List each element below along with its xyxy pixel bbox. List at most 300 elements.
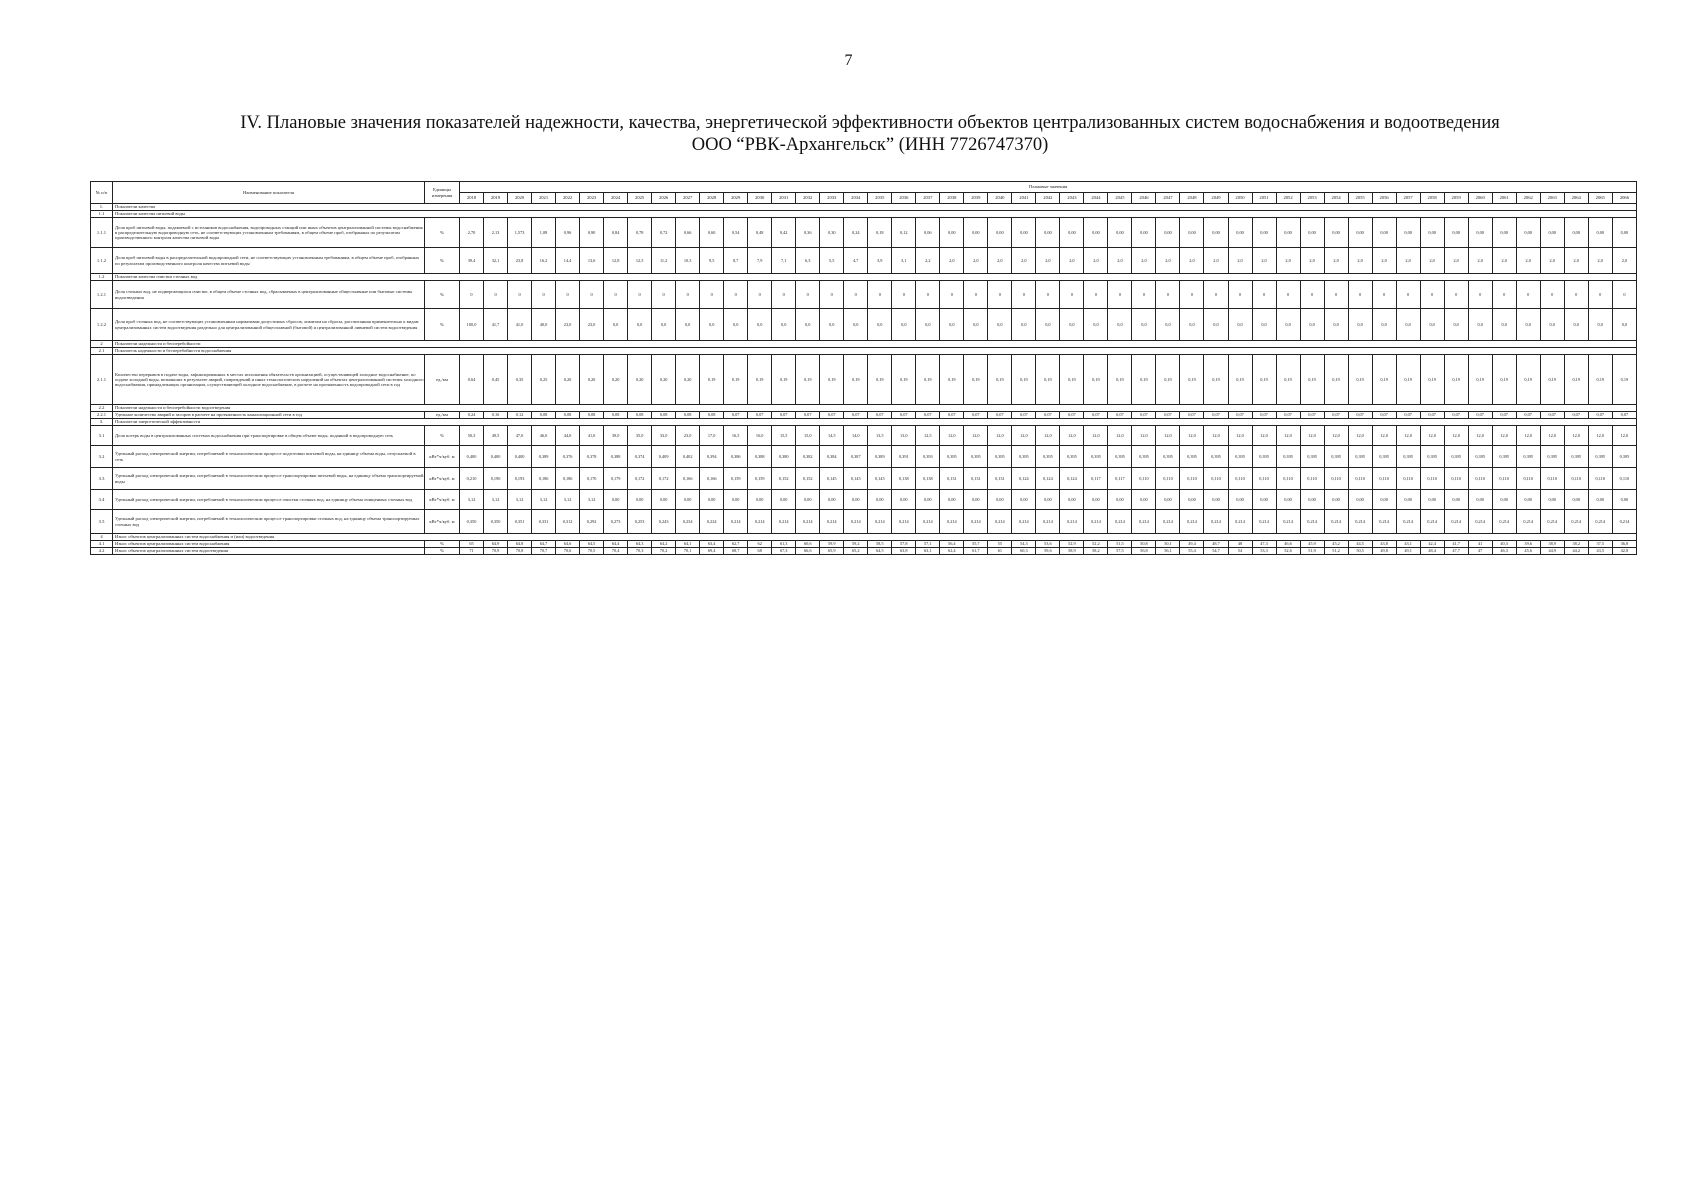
planned-value: 0,00 xyxy=(1036,218,1060,248)
planned-value: 0,193 xyxy=(508,468,532,490)
planned-value: 0,395 xyxy=(1540,446,1564,468)
planned-value: 0,19 xyxy=(748,355,772,405)
planned-value: 58,2 xyxy=(1084,548,1108,555)
planned-value: 64,8 xyxy=(508,541,532,548)
planned-value: 0,00 xyxy=(1012,490,1036,510)
title-line-2: ООО “РВК-Архангельск” (ИНН 7726747370) xyxy=(691,135,1049,155)
planned-value: 54,7 xyxy=(1204,548,1228,555)
planned-value: 0 xyxy=(484,281,508,309)
planned-value: 0,0 xyxy=(1612,309,1636,341)
planned-value: 0,07 xyxy=(1300,412,1324,419)
planned-value: 2,0 xyxy=(1204,248,1228,274)
row-number: 2 xyxy=(91,341,113,348)
planned-value: 0,214 xyxy=(748,510,772,534)
planned-value: 0,110 xyxy=(1468,468,1492,490)
planned-value: 0,395 xyxy=(940,446,964,468)
planned-value: 70,2 xyxy=(652,548,676,555)
planned-value: 3,12 xyxy=(460,490,484,510)
planned-value: 0,19 xyxy=(1564,355,1588,405)
planned-value: 0 xyxy=(1108,281,1132,309)
indicator-row xyxy=(91,218,1637,248)
planned-value: 0,00 xyxy=(1108,218,1132,248)
planned-value: 0,19 xyxy=(1612,355,1636,405)
indicator-unit: % xyxy=(425,541,460,548)
header-year: 2056 xyxy=(1372,193,1396,204)
planned-value: 0,110 xyxy=(1492,468,1516,490)
section-title: Показатель надежности и бесперебойности водоснабжения xyxy=(113,348,1637,355)
planned-value: 0,124 xyxy=(1012,468,1036,490)
planned-value: 57,1 xyxy=(916,541,940,548)
planned-value: 0,07 xyxy=(1252,412,1276,419)
planned-value: 0,19 xyxy=(1468,355,1492,405)
planned-value: 3,12 xyxy=(532,490,556,510)
planned-value: 0,07 xyxy=(820,412,844,419)
planned-value: 64,5 xyxy=(868,548,892,555)
planned-value: 0,19 xyxy=(796,355,820,405)
planned-value: 0 xyxy=(1372,281,1396,309)
planned-value: 0,20 xyxy=(580,355,604,405)
planned-value: 0,00 xyxy=(940,218,964,248)
planned-value: 0 xyxy=(772,281,796,309)
indicator-row xyxy=(91,281,1637,309)
planned-value: 0,42 xyxy=(772,218,796,248)
planned-value: 0,19 xyxy=(700,355,724,405)
planned-value: 2,0 xyxy=(1588,248,1612,274)
header-num: № п/п xyxy=(91,182,113,204)
planned-value: 42,8 xyxy=(1612,548,1636,555)
indicator-unit: % xyxy=(425,248,460,274)
planned-value: 0,214 xyxy=(868,510,892,534)
planned-value: 0,110 xyxy=(1156,468,1180,490)
planned-value: 0,07 xyxy=(916,412,940,419)
planned-value: 0,07 xyxy=(1588,412,1612,419)
planned-value: 49,4 xyxy=(1180,541,1204,548)
planned-value: 0,166 xyxy=(700,468,724,490)
row-number: 3.1 xyxy=(91,426,113,446)
planned-value: 62 xyxy=(748,541,772,548)
planned-value: 0,380 xyxy=(772,446,796,468)
planned-value: 0,00 xyxy=(1132,490,1156,510)
planned-value: 0,110 xyxy=(1204,468,1228,490)
planned-value: 0,12 xyxy=(508,412,532,419)
planned-value: 0,20 xyxy=(676,355,700,405)
planned-value: 0,214 xyxy=(1564,510,1588,534)
planned-value: 43,1 xyxy=(1396,541,1420,548)
section-row xyxy=(91,204,1637,211)
planned-value: 0 xyxy=(796,281,820,309)
planned-value: 0,19 xyxy=(1372,355,1396,405)
planned-value: 41,7 xyxy=(484,309,508,341)
planned-value: 0,0 xyxy=(652,309,676,341)
planned-value: 0,0 xyxy=(1276,309,1300,341)
planned-value: 2,0 xyxy=(1132,248,1156,274)
planned-value: 12,0 xyxy=(1012,426,1036,446)
planned-value: 0,19 xyxy=(1108,355,1132,405)
row-number: 3.2 xyxy=(91,446,113,468)
planned-value: 0,395 xyxy=(1444,446,1468,468)
header-year: 2057 xyxy=(1396,193,1420,204)
planned-value: 23,0 xyxy=(556,309,580,341)
planned-value: 0,19 xyxy=(868,355,892,405)
planned-value: 0,00 xyxy=(1516,218,1540,248)
planned-value: 0,110 xyxy=(1540,468,1564,490)
indicator-name: Доля проб питьевой воды в распределительной водопроводной сети, не соответствующих установленным требованиям, в общем объеме проб, отобранных по результатам производственного контроля качества питьевой воды xyxy=(113,248,425,274)
planned-value: 59,2 xyxy=(844,541,868,548)
planned-value: 50,5 xyxy=(1348,548,1372,555)
planned-value: 12,0 xyxy=(1036,426,1060,446)
header-year: 2025 xyxy=(628,193,652,204)
planned-value: 56,4 xyxy=(940,541,964,548)
planned-value: 0,00 xyxy=(1060,490,1084,510)
planned-value: 49,5 xyxy=(484,426,508,446)
planned-value: 0,210 xyxy=(460,468,484,490)
planned-value: 0,19 xyxy=(1324,355,1348,405)
indicator-unit: % xyxy=(425,426,460,446)
planned-value: 0,395 xyxy=(1588,446,1612,468)
indicator-name: Доля проб питьевой воды, подаваемой с источников водоснабжения, водопроводных станций или иных объектов централизованной системы водоснабжения в распределительную водопроводную сеть, не соответствующих установленным требованиям, в общем объеме проб, отобранных по результатам производственного контроля качества питьевой воды xyxy=(113,218,425,248)
indicator-unit: кВт*ч/куб. м xyxy=(425,510,460,534)
section-title: Показатели качества xyxy=(113,204,1637,211)
planned-value: 0,07 xyxy=(1036,412,1060,419)
planned-value: 12,5 xyxy=(628,248,652,274)
planned-value: 2,0 xyxy=(1444,248,1468,274)
planned-value: 0,0 xyxy=(1420,309,1444,341)
planned-value: 0,07 xyxy=(1516,412,1540,419)
planned-value: 16,5 xyxy=(724,426,748,446)
header-year: 2044 xyxy=(1084,193,1108,204)
planned-value: 0,110 xyxy=(1228,468,1252,490)
planned-value: 48,7 xyxy=(1204,541,1228,548)
planned-value: 0 xyxy=(460,281,484,309)
planned-value: 51,9 xyxy=(1300,548,1324,555)
header-year: 2062 xyxy=(1516,193,1540,204)
planned-value: 0,00 xyxy=(988,218,1012,248)
planned-value: 70,8 xyxy=(508,548,532,555)
planned-value: 0 xyxy=(988,281,1012,309)
planned-value: 0,19 xyxy=(1348,355,1372,405)
planned-value: 0,214 xyxy=(1084,510,1108,534)
planned-value: 0,388 xyxy=(604,446,628,468)
planned-value: 0,72 xyxy=(652,218,676,248)
planned-value: 48 xyxy=(1228,541,1252,548)
planned-value: 0,45 xyxy=(484,355,508,405)
planned-value: 0,152 xyxy=(796,468,820,490)
planned-value: 13,5 xyxy=(868,426,892,446)
planned-value: 0,402 xyxy=(676,446,700,468)
planned-value: 9,5 xyxy=(700,248,724,274)
planned-value: 0,00 xyxy=(964,490,988,510)
planned-value: 0,388 xyxy=(748,446,772,468)
planned-value: 0,0 xyxy=(772,309,796,341)
planned-value: 15,5 xyxy=(772,426,796,446)
planned-value: 0,117 xyxy=(1108,468,1132,490)
section-row xyxy=(91,274,1637,281)
planned-value: 0,214 xyxy=(1396,510,1420,534)
planned-value: 12,0 xyxy=(1300,426,1324,446)
planned-value: 70,7 xyxy=(532,548,556,555)
planned-value: 0,54 xyxy=(724,218,748,248)
planned-value: 41,7 xyxy=(1444,541,1468,548)
header-year: 2051 xyxy=(1252,193,1276,204)
planned-value: 70,5 xyxy=(580,548,604,555)
indicator-row xyxy=(91,355,1637,405)
section-row xyxy=(91,419,1637,426)
planned-value: 2,0 xyxy=(1396,248,1420,274)
planned-value: 68 xyxy=(748,548,772,555)
planned-value: 0,214 xyxy=(1132,510,1156,534)
planned-value: 0,00 xyxy=(1180,218,1204,248)
planned-value: 0,00 xyxy=(1324,490,1348,510)
planned-value: 0,08 xyxy=(556,412,580,419)
planned-value: 0,07 xyxy=(1372,412,1396,419)
planned-value: 0,395 xyxy=(988,446,1012,468)
planned-value: 57,8 xyxy=(892,541,916,548)
planned-value: 56,1 xyxy=(1156,548,1180,555)
header-year: 2036 xyxy=(892,193,916,204)
planned-value: 64,5 xyxy=(580,541,604,548)
indicator-unit: кВт*ч/куб. м xyxy=(425,468,460,490)
planned-value: 0,00 xyxy=(1084,218,1108,248)
planned-value: 0,07 xyxy=(796,412,820,419)
planned-value: 62,7 xyxy=(724,541,748,548)
header-year: 2038 xyxy=(940,193,964,204)
planned-value: 2,0 xyxy=(1348,248,1372,274)
header-year: 2024 xyxy=(604,193,628,204)
planned-value: 0,110 xyxy=(1348,468,1372,490)
planned-value: 12,0 xyxy=(1132,426,1156,446)
planned-value: 70,3 xyxy=(628,548,652,555)
header-year: 2039 xyxy=(964,193,988,204)
planned-value: 0 xyxy=(1396,281,1420,309)
planned-value: 0,214 xyxy=(772,510,796,534)
planned-value: 0,110 xyxy=(1324,468,1348,490)
planned-value: 64,1 xyxy=(676,541,700,548)
header-year: 2058 xyxy=(1420,193,1444,204)
row-number: 4 xyxy=(91,534,113,541)
header-name: Наименование показателя xyxy=(113,182,425,204)
planned-value: 0,117 xyxy=(1084,468,1108,490)
planned-value: 0,138 xyxy=(916,468,940,490)
section-row xyxy=(91,211,1637,218)
planned-value: 0,07 xyxy=(1396,412,1420,419)
planned-value: 0,214 xyxy=(1516,510,1540,534)
planned-value: 0 xyxy=(1588,281,1612,309)
header-year: 2018 xyxy=(460,193,484,204)
row-number: 2.2.1 xyxy=(91,412,113,419)
indicator-row xyxy=(91,412,1637,419)
planned-value: 0,214 xyxy=(1036,510,1060,534)
planned-value: 59,9 xyxy=(820,541,844,548)
planned-value: 3,12 xyxy=(484,490,508,510)
planned-value: 0 xyxy=(1516,281,1540,309)
planned-value: 0,00 xyxy=(1108,490,1132,510)
planned-value: 0 xyxy=(1012,281,1036,309)
planned-value: 0,0 xyxy=(820,309,844,341)
header-year: 2061 xyxy=(1492,193,1516,204)
indicator-name: Удельный расход электрической энергии, потребляемой в технологическом процессе транспортировки сточных вод, на единицу объема транспортируемых сточных вод xyxy=(113,510,425,534)
planned-value: 0,214 xyxy=(940,510,964,534)
planned-value: 12,0 xyxy=(1492,426,1516,446)
planned-value: 0,00 xyxy=(1348,218,1372,248)
planned-value: 2,0 xyxy=(1420,248,1444,274)
planned-value: 0,110 xyxy=(1372,468,1396,490)
planned-value: 3,9 xyxy=(868,248,892,274)
header-year: 2026 xyxy=(652,193,676,204)
planned-value: 0 xyxy=(1276,281,1300,309)
planned-value: 0,00 xyxy=(1468,218,1492,248)
planned-value: 0,00 xyxy=(892,490,916,510)
planned-value: 0,00 xyxy=(1012,218,1036,248)
planned-value: 0 xyxy=(1060,281,1084,309)
indicator-name: Доля потерь воды в централизованных системах водоснабжения при транспортировке в общем объеме воды, поданной в водопроводную сеть xyxy=(113,426,425,446)
row-number: 3.4 xyxy=(91,490,113,510)
planned-value: 0,07 xyxy=(1108,412,1132,419)
planned-value: 2,0 xyxy=(1060,248,1084,274)
planned-value: 0,19 xyxy=(1300,355,1324,405)
planned-value: 12,0 xyxy=(1156,426,1180,446)
planned-value: 39,4 xyxy=(460,248,484,274)
planned-value: 0,07 xyxy=(1612,412,1636,419)
planned-value: 2,0 xyxy=(940,248,964,274)
planned-value: 0 xyxy=(652,281,676,309)
planned-value: 0,0 xyxy=(724,309,748,341)
header-year: 2060 xyxy=(1468,193,1492,204)
planned-value: 0,00 xyxy=(1396,490,1420,510)
planned-value: 0,186 xyxy=(556,468,580,490)
planned-value: 0,400 xyxy=(508,446,532,468)
planned-value: 2,0 xyxy=(964,248,988,274)
planned-value: 0 xyxy=(1036,281,1060,309)
planned-value: 0,374 xyxy=(628,446,652,468)
planned-value: 50,1 xyxy=(1156,541,1180,548)
row-number: 2.1 xyxy=(91,348,113,355)
planned-value: 0 xyxy=(580,281,604,309)
planned-value: 0,395 xyxy=(1252,446,1276,468)
planned-value: 55 xyxy=(988,541,1012,548)
planned-value: 2,0 xyxy=(1324,248,1348,274)
title-line-1: IV. Плановые значения показателей надежности, качества, энергетической эффективности объектов централизованных систем водоснабжения и водоотведения xyxy=(240,113,1500,133)
planned-value: 0,253 xyxy=(628,510,652,534)
planned-value: 0,24 xyxy=(844,218,868,248)
planned-value: 0 xyxy=(508,281,532,309)
planned-value: 52,6 xyxy=(1276,548,1300,555)
planned-value: 2,2 xyxy=(916,248,940,274)
planned-value: 46,0 xyxy=(532,426,556,446)
planned-value: 0,0 xyxy=(1252,309,1276,341)
planned-value: 1,08 xyxy=(532,218,556,248)
planned-value: 0,395 xyxy=(1060,446,1084,468)
document-title xyxy=(120,112,1620,156)
planned-value: 49,8 xyxy=(1372,548,1396,555)
planned-value: 16,2 xyxy=(532,248,556,274)
planned-value: 0,214 xyxy=(988,510,1012,534)
planned-value: 0,145 xyxy=(820,468,844,490)
planned-value: 5,5 xyxy=(820,248,844,274)
planned-value: 41,0 xyxy=(508,309,532,341)
planned-value: 0,96 xyxy=(556,218,580,248)
planned-value: 0,08 xyxy=(628,412,652,419)
planned-value: 43,5 xyxy=(1588,548,1612,555)
row-number: 1.1.1 xyxy=(91,218,113,248)
planned-value: 0,0 xyxy=(916,309,940,341)
planned-value: 1,573 xyxy=(508,218,532,248)
planned-value: 32,1 xyxy=(484,248,508,274)
planned-value: 0 xyxy=(676,281,700,309)
section-row xyxy=(91,405,1637,412)
indicator-unit: % xyxy=(425,218,460,248)
header-year: 2050 xyxy=(1228,193,1252,204)
planned-value: 0,395 xyxy=(1420,446,1444,468)
planned-value: 0,19 xyxy=(988,355,1012,405)
planned-value: 44,0 xyxy=(556,426,580,446)
indicator-unit: ед./км xyxy=(425,412,460,419)
row-number: 1.2.1 xyxy=(91,281,113,309)
planned-value: 14,4 xyxy=(556,248,580,274)
planned-value: 4,7 xyxy=(844,248,868,274)
planned-value: 0,124 xyxy=(1060,468,1084,490)
planned-value: 0,00 xyxy=(1276,490,1300,510)
header-year: 2034 xyxy=(844,193,868,204)
planned-value: 41 xyxy=(1468,541,1492,548)
header-year: 2021 xyxy=(532,193,556,204)
planned-value: 0,07 xyxy=(940,412,964,419)
row-number: 4.1 xyxy=(91,541,113,548)
planned-value: 40,0 xyxy=(532,309,556,341)
planned-value: 0,20 xyxy=(652,355,676,405)
planned-value: 0,159 xyxy=(748,468,772,490)
planned-value: 63,4 xyxy=(700,541,724,548)
planned-value: 0,0 xyxy=(1180,309,1204,341)
planned-value: 0,00 xyxy=(676,490,700,510)
planned-value: 0,214 xyxy=(1108,510,1132,534)
section-title: Износ объектов централизованных систем водоснабжения и (или) водоотведения xyxy=(113,534,1637,541)
planned-value: 46,6 xyxy=(1276,541,1300,548)
planned-value: 54,3 xyxy=(1012,541,1036,548)
planned-value: 2,0 xyxy=(1012,248,1036,274)
planned-value: 0,19 xyxy=(1540,355,1564,405)
planned-value: 0,172 xyxy=(628,468,652,490)
planned-value: 0,190 xyxy=(484,468,508,490)
header-year: 2041 xyxy=(1012,193,1036,204)
header-year: 2045 xyxy=(1108,193,1132,204)
planned-value: 3,12 xyxy=(556,490,580,510)
planned-value: 0,395 xyxy=(1492,446,1516,468)
planned-value: 0,214 xyxy=(1060,510,1084,534)
planned-value: 0,66 xyxy=(676,218,700,248)
indicator-row xyxy=(91,510,1637,534)
header-year: 2031 xyxy=(772,193,796,204)
planned-value: 0 xyxy=(1132,281,1156,309)
planned-value: 0,07 xyxy=(1468,412,1492,419)
planned-value: 0 xyxy=(1420,281,1444,309)
planned-value: 0,00 xyxy=(1420,218,1444,248)
planned-value: 7,9 xyxy=(748,248,772,274)
planned-value: 65,9 xyxy=(820,548,844,555)
planned-value: 50,3 xyxy=(460,426,484,446)
planned-value: 0,07 xyxy=(1444,412,1468,419)
planned-value: 0,214 xyxy=(1492,510,1516,534)
planned-value: 0,292 xyxy=(580,510,604,534)
planned-value: 3,12 xyxy=(508,490,532,510)
planned-value: 0,395 xyxy=(964,446,988,468)
section-title: Показатели качества питьевой воды xyxy=(113,211,1637,218)
planned-value: 70,6 xyxy=(556,548,580,555)
planned-value: 0,0 xyxy=(1204,309,1228,341)
planned-value: 2,0 xyxy=(1540,248,1564,274)
row-number: 3.5 xyxy=(91,510,113,534)
planned-value: 0,19 xyxy=(892,355,916,405)
planned-value: 44,2 xyxy=(1564,548,1588,555)
